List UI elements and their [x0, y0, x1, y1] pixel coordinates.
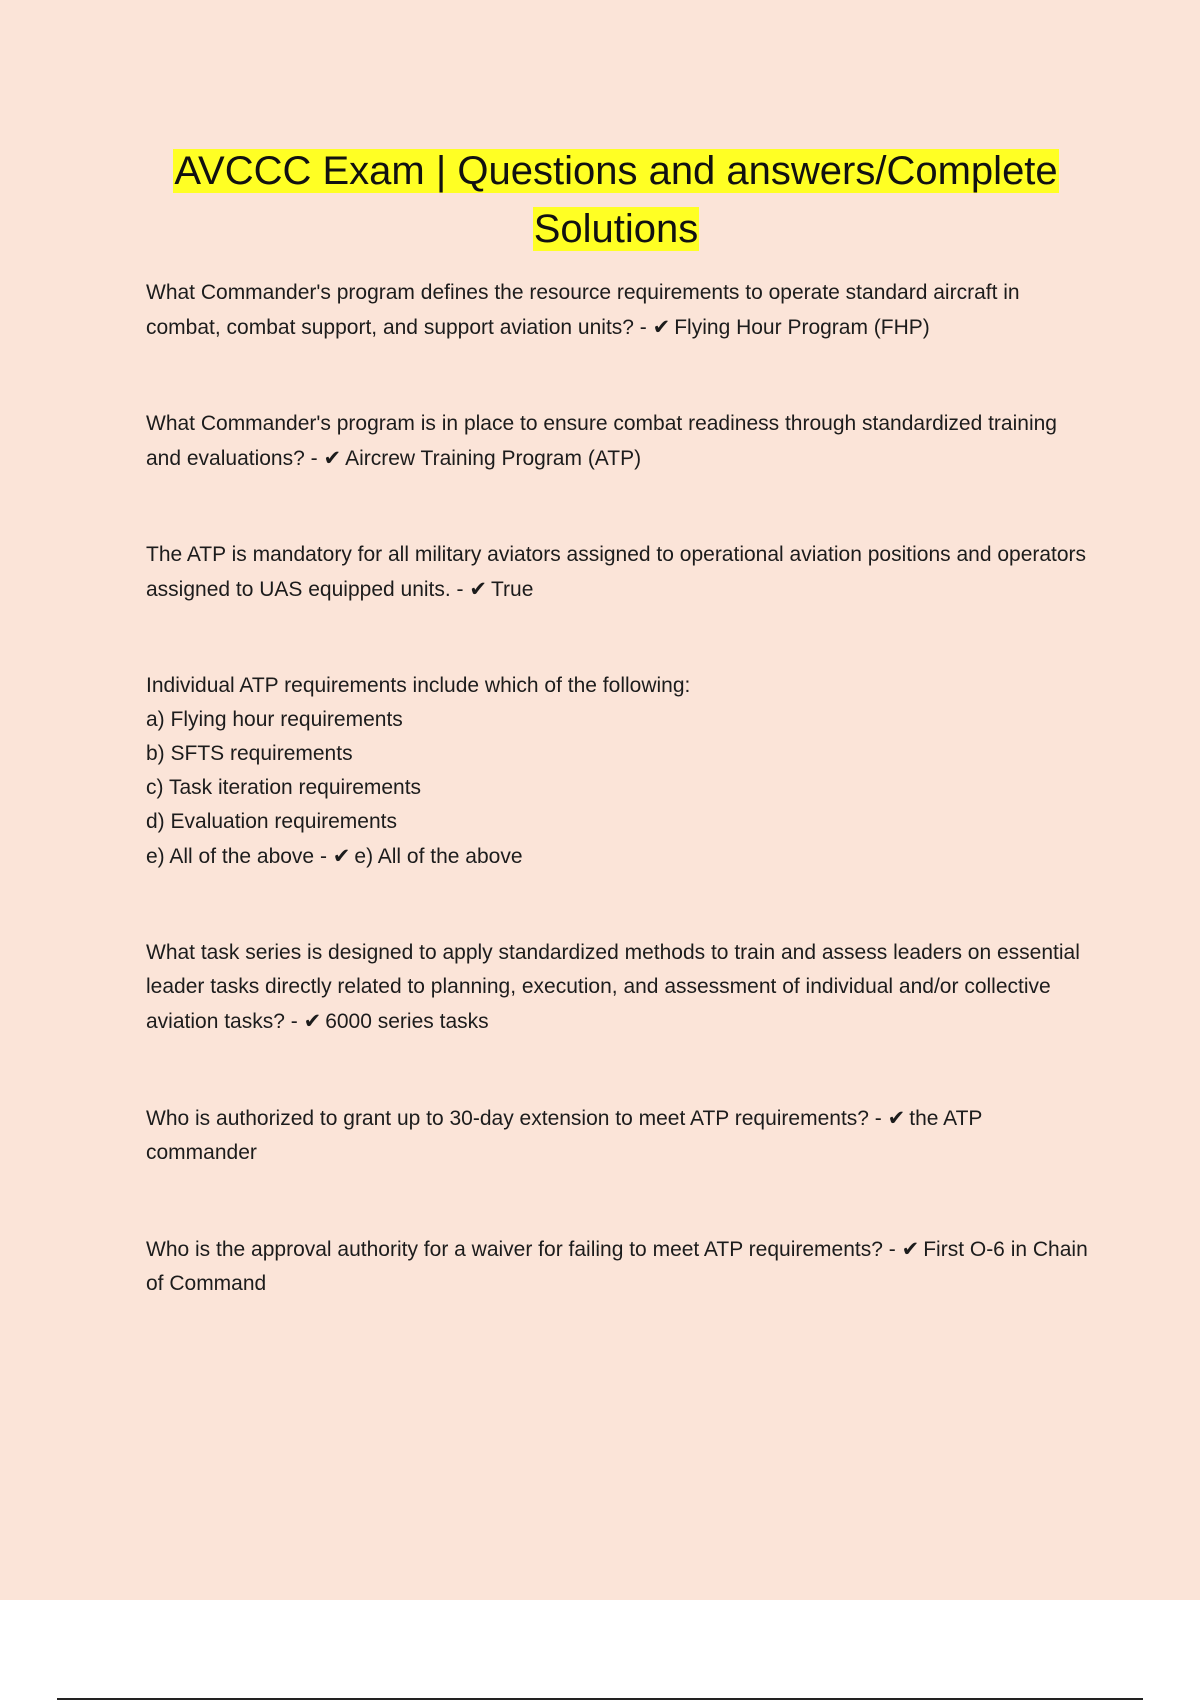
checkmark-icon: ✔ — [887, 1106, 906, 1130]
option-e — [146, 839, 1096, 874]
checkmark-icon: ✔ — [323, 446, 342, 470]
answer-separator: - — [450, 578, 470, 601]
qa-item-7 — [146, 1232, 1096, 1301]
qa-item-1 — [146, 276, 1096, 345]
option-d: d) Evaluation requirements — [146, 810, 397, 833]
answer-separator: - — [304, 447, 324, 470]
checkmark-icon: ✔ — [469, 577, 487, 601]
question-text: Who is the approval authority for a waiver for failing to meet ATP requirements? — [146, 1238, 883, 1261]
question-text: What task series is designed to apply standardized methods to train and assess leaders on essential leader tasks directly related to planning, execution, and assessment of individual and/or collective aviation tasks? — [146, 941, 1080, 1033]
qa-item-2 — [146, 407, 1096, 476]
answer-text: True — [491, 578, 534, 601]
question-text: Individual ATP requirements include which of the following: — [146, 674, 691, 697]
document-body — [146, 276, 1096, 1363]
answer-text: 6000 series tasks — [325, 1010, 489, 1033]
title-line-2: Solutions — [533, 207, 699, 251]
question-text: The ATP is mandatory for all military aviators assigned to operational aviation positions and operators assigned to UAS equipped units. — [146, 543, 1087, 601]
answer-text: Flying Hour Program (FHP) — [674, 316, 930, 339]
qa-item-5 — [146, 936, 1096, 1039]
option-c: c) Task iteration requirements — [146, 776, 422, 799]
qa-item-6 — [146, 1101, 1096, 1170]
title-line-1: AVCCC Exam | Questions and answers/Complete — [174, 149, 1058, 193]
answer-separator: - — [284, 1010, 304, 1033]
question-text: Who is authorized to grant up to 30-day extension to meet ATP requirements? — [146, 1107, 869, 1130]
answer-text: the ATP commander — [146, 1107, 983, 1164]
checkmark-icon: ✔ — [303, 1009, 322, 1033]
document-title — [100, 142, 1132, 258]
option-e-text: e) All of the above — [146, 845, 315, 868]
answer-separator: - — [633, 316, 653, 339]
answer-text: e) All of the above — [354, 845, 523, 868]
answer-separator: - — [882, 1238, 902, 1261]
answer-separator: - — [868, 1107, 888, 1130]
checkmark-icon: ✔ — [652, 315, 671, 339]
qa-item-4 — [146, 669, 1096, 874]
checkmark-icon: ✔ — [332, 844, 351, 868]
checkmark-icon: ✔ — [901, 1237, 920, 1261]
question-text: What Commander's program is in place to ensure combat readiness through standardized training and evaluations? — [146, 412, 1057, 470]
option-a: a) Flying hour requirements — [146, 708, 403, 731]
answer-text: Aircrew Training Program (ATP) — [345, 447, 642, 470]
option-b: b) SFTS requirements — [146, 742, 353, 765]
answer-separator: - — [314, 845, 333, 868]
qa-item-3 — [146, 538, 1096, 607]
answer-text: First O-6 in Chain of Command — [146, 1238, 1088, 1295]
question-text: What Commander's program defines the resource requirements to operate standard aircraft in combat, combat support, and support aviation units? — [146, 281, 1020, 339]
